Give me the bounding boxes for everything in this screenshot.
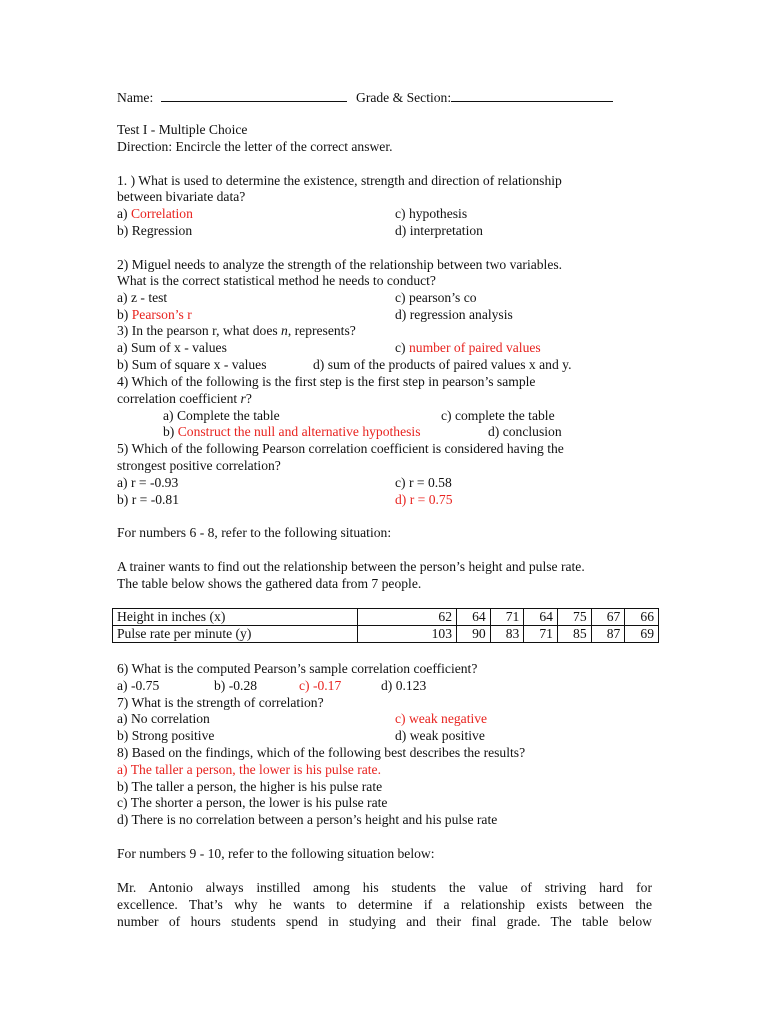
q1-a-prefix: a) xyxy=(117,206,131,221)
q4-option-c[interactable]: c) complete the table xyxy=(441,408,555,423)
q1-option-c[interactable]: c) hypothesis xyxy=(395,206,468,221)
q4-option-d[interactable]: d) conclusion xyxy=(488,424,562,439)
q2-option-d[interactable]: d) regression analysis xyxy=(395,307,513,322)
q1-line1: 1. ) What is used to determine the existence, strength and direction of relationship xyxy=(117,173,562,188)
table-cell: 66 xyxy=(625,609,659,626)
table-cell: 83 xyxy=(490,626,524,643)
q7-option-a[interactable]: a) No correlation xyxy=(117,711,210,726)
table-cell: 85 xyxy=(557,626,591,643)
q3-line1 xyxy=(117,322,356,339)
q3-option-b[interactable]: b) Sum of square x - values xyxy=(117,357,267,372)
q1-line2: between bivariate data? xyxy=(117,189,246,204)
table-cell: 69 xyxy=(625,626,659,643)
grade-blank[interactable] xyxy=(451,89,613,102)
q6-option-d[interactable]: d) 0.123 xyxy=(381,678,427,693)
table-cell: 87 xyxy=(591,626,625,643)
q1-a-answer: Correlation xyxy=(130,206,193,221)
q7-option-d[interactable]: d) weak positive xyxy=(395,728,485,743)
q3-line1-pre: 3) In the pearson r, what does xyxy=(117,323,282,338)
situation1-intro: For numbers 6 - 8, refer to the following situation: xyxy=(117,525,392,540)
q6-option-c[interactable]: c) -0.17 xyxy=(299,678,342,693)
table-row xyxy=(113,626,659,643)
table-cell: 75 xyxy=(557,609,591,626)
q4-line2 xyxy=(117,390,252,407)
situation1-line1: A trainer wants to find out the relationship between the person’s height and pulse rate. xyxy=(117,559,585,574)
data-table xyxy=(112,608,659,643)
table-cell: 64 xyxy=(457,609,491,626)
table-cell: 71 xyxy=(490,609,524,626)
q5-option-d[interactable]: d) r = 0.75 xyxy=(395,492,453,507)
q4-var-r: r xyxy=(240,391,246,406)
q6-option-a[interactable]: a) -0.75 xyxy=(117,678,160,693)
q4-option-a[interactable]: a) Complete the table xyxy=(163,408,280,423)
q2-b-answer: Pearson’s r xyxy=(131,307,192,322)
q5-line2: strongest positive correlation? xyxy=(117,458,281,473)
q4-line2-post: ? xyxy=(245,391,252,406)
table-cell: 103 xyxy=(358,626,457,643)
q3-c-prefix: c) xyxy=(395,340,409,355)
q6-option-b[interactable]: b) -0.28 xyxy=(214,678,258,693)
situation2-line1: Mr. Antonio always instilled among his students the value of striving hard for xyxy=(117,880,652,895)
test-direction: Direction: Encircle the letter of the correct answer. xyxy=(117,139,393,154)
q2-option-c[interactable]: c) pearson’s co xyxy=(395,290,477,305)
q3-var-n: n xyxy=(281,323,288,338)
q8-option-a[interactable]: a) The taller a person, the lower is his pulse rate. xyxy=(117,762,381,777)
q8-option-d[interactable]: d) There is no correlation between a person’s height and his pulse rate xyxy=(117,812,498,827)
q2-line1: 2) Miguel needs to analyze the strength of the relationship between two variables. xyxy=(117,257,563,272)
situation2-line2: excellence. That’s why he wants to determine if a relationship exists between the xyxy=(117,897,652,912)
q3-c-answer: number of paired values xyxy=(408,340,541,355)
q3-option-c[interactable] xyxy=(395,339,541,356)
grade-line xyxy=(356,89,613,106)
table-row-label: Pulse rate per minute (y) xyxy=(113,626,358,643)
q5-option-c[interactable]: c) r = 0.58 xyxy=(395,475,452,490)
q3-line1-post: , represents? xyxy=(287,323,356,338)
q3-option-d[interactable]: d) sum of the products of paired values x and y. xyxy=(313,357,572,372)
test-title: Test I - Multiple Choice xyxy=(117,122,248,137)
q1-option-d[interactable]: d) interpretation xyxy=(395,223,483,238)
q8-option-b[interactable]: b) The taller a person, the higher is his pulse rate xyxy=(117,779,383,794)
table-cell: 64 xyxy=(524,609,558,626)
q4-b-prefix: b) xyxy=(163,424,178,439)
q5-line1: 5) Which of the following Pearson correlation coefficient is considered having the xyxy=(117,441,564,456)
situation2-line3: number of hours students spend in studying and their final grade. The table below xyxy=(117,914,652,929)
q3-option-a[interactable]: a) Sum of x - values xyxy=(117,340,227,355)
table-cell: 90 xyxy=(457,626,491,643)
q5-option-b[interactable]: b) r = -0.81 xyxy=(117,492,180,507)
table-cell: 71 xyxy=(524,626,558,643)
q1-option-b[interactable]: b) Regression xyxy=(117,223,193,238)
table-row-label: Height in inches (x) xyxy=(113,609,358,626)
q2-line2: What is the correct statistical method he needs to conduct? xyxy=(117,273,436,288)
name-blank[interactable] xyxy=(161,89,347,102)
table-row xyxy=(113,609,659,626)
name-label: Name: xyxy=(117,90,154,105)
situation1-line2: The table below shows the gathered data from 7 people. xyxy=(117,576,422,591)
q1-option-a[interactable] xyxy=(117,205,193,222)
q2-option-b[interactable] xyxy=(117,306,192,323)
q4-b-answer: Construct the null and alternative hypothesis xyxy=(177,424,421,439)
q8-option-c[interactable]: c) The shorter a person, the lower is his pulse rate xyxy=(117,795,388,810)
table-cell: 62 xyxy=(358,609,457,626)
q7-line1: 7) What is the strength of correlation? xyxy=(117,695,324,710)
q4-line2-pre: correlation coefficient xyxy=(117,391,241,406)
situation2-intro: For numbers 9 - 10, refer to the following situation below: xyxy=(117,846,435,861)
q7-option-c[interactable]: c) weak negative xyxy=(395,711,488,726)
table-cell: 67 xyxy=(591,609,625,626)
q8-line1: 8) Based on the findings, which of the following best describes the results? xyxy=(117,745,526,760)
q7-option-b[interactable]: b) Strong positive xyxy=(117,728,215,743)
q4-line1: 4) Which of the following is the first step is the first step in pearson’s sample xyxy=(117,374,536,389)
q5-option-a[interactable]: a) r = -0.93 xyxy=(117,475,179,490)
name-line xyxy=(117,89,347,106)
grade-label: Grade & Section: xyxy=(356,90,452,105)
q2-option-a[interactable]: a) z - test xyxy=(117,290,168,305)
q4-option-b[interactable] xyxy=(163,423,420,440)
q6-line1: 6) What is the computed Pearson’s sample correlation coefficient? xyxy=(117,661,478,676)
q2-b-prefix: b) xyxy=(117,307,132,322)
